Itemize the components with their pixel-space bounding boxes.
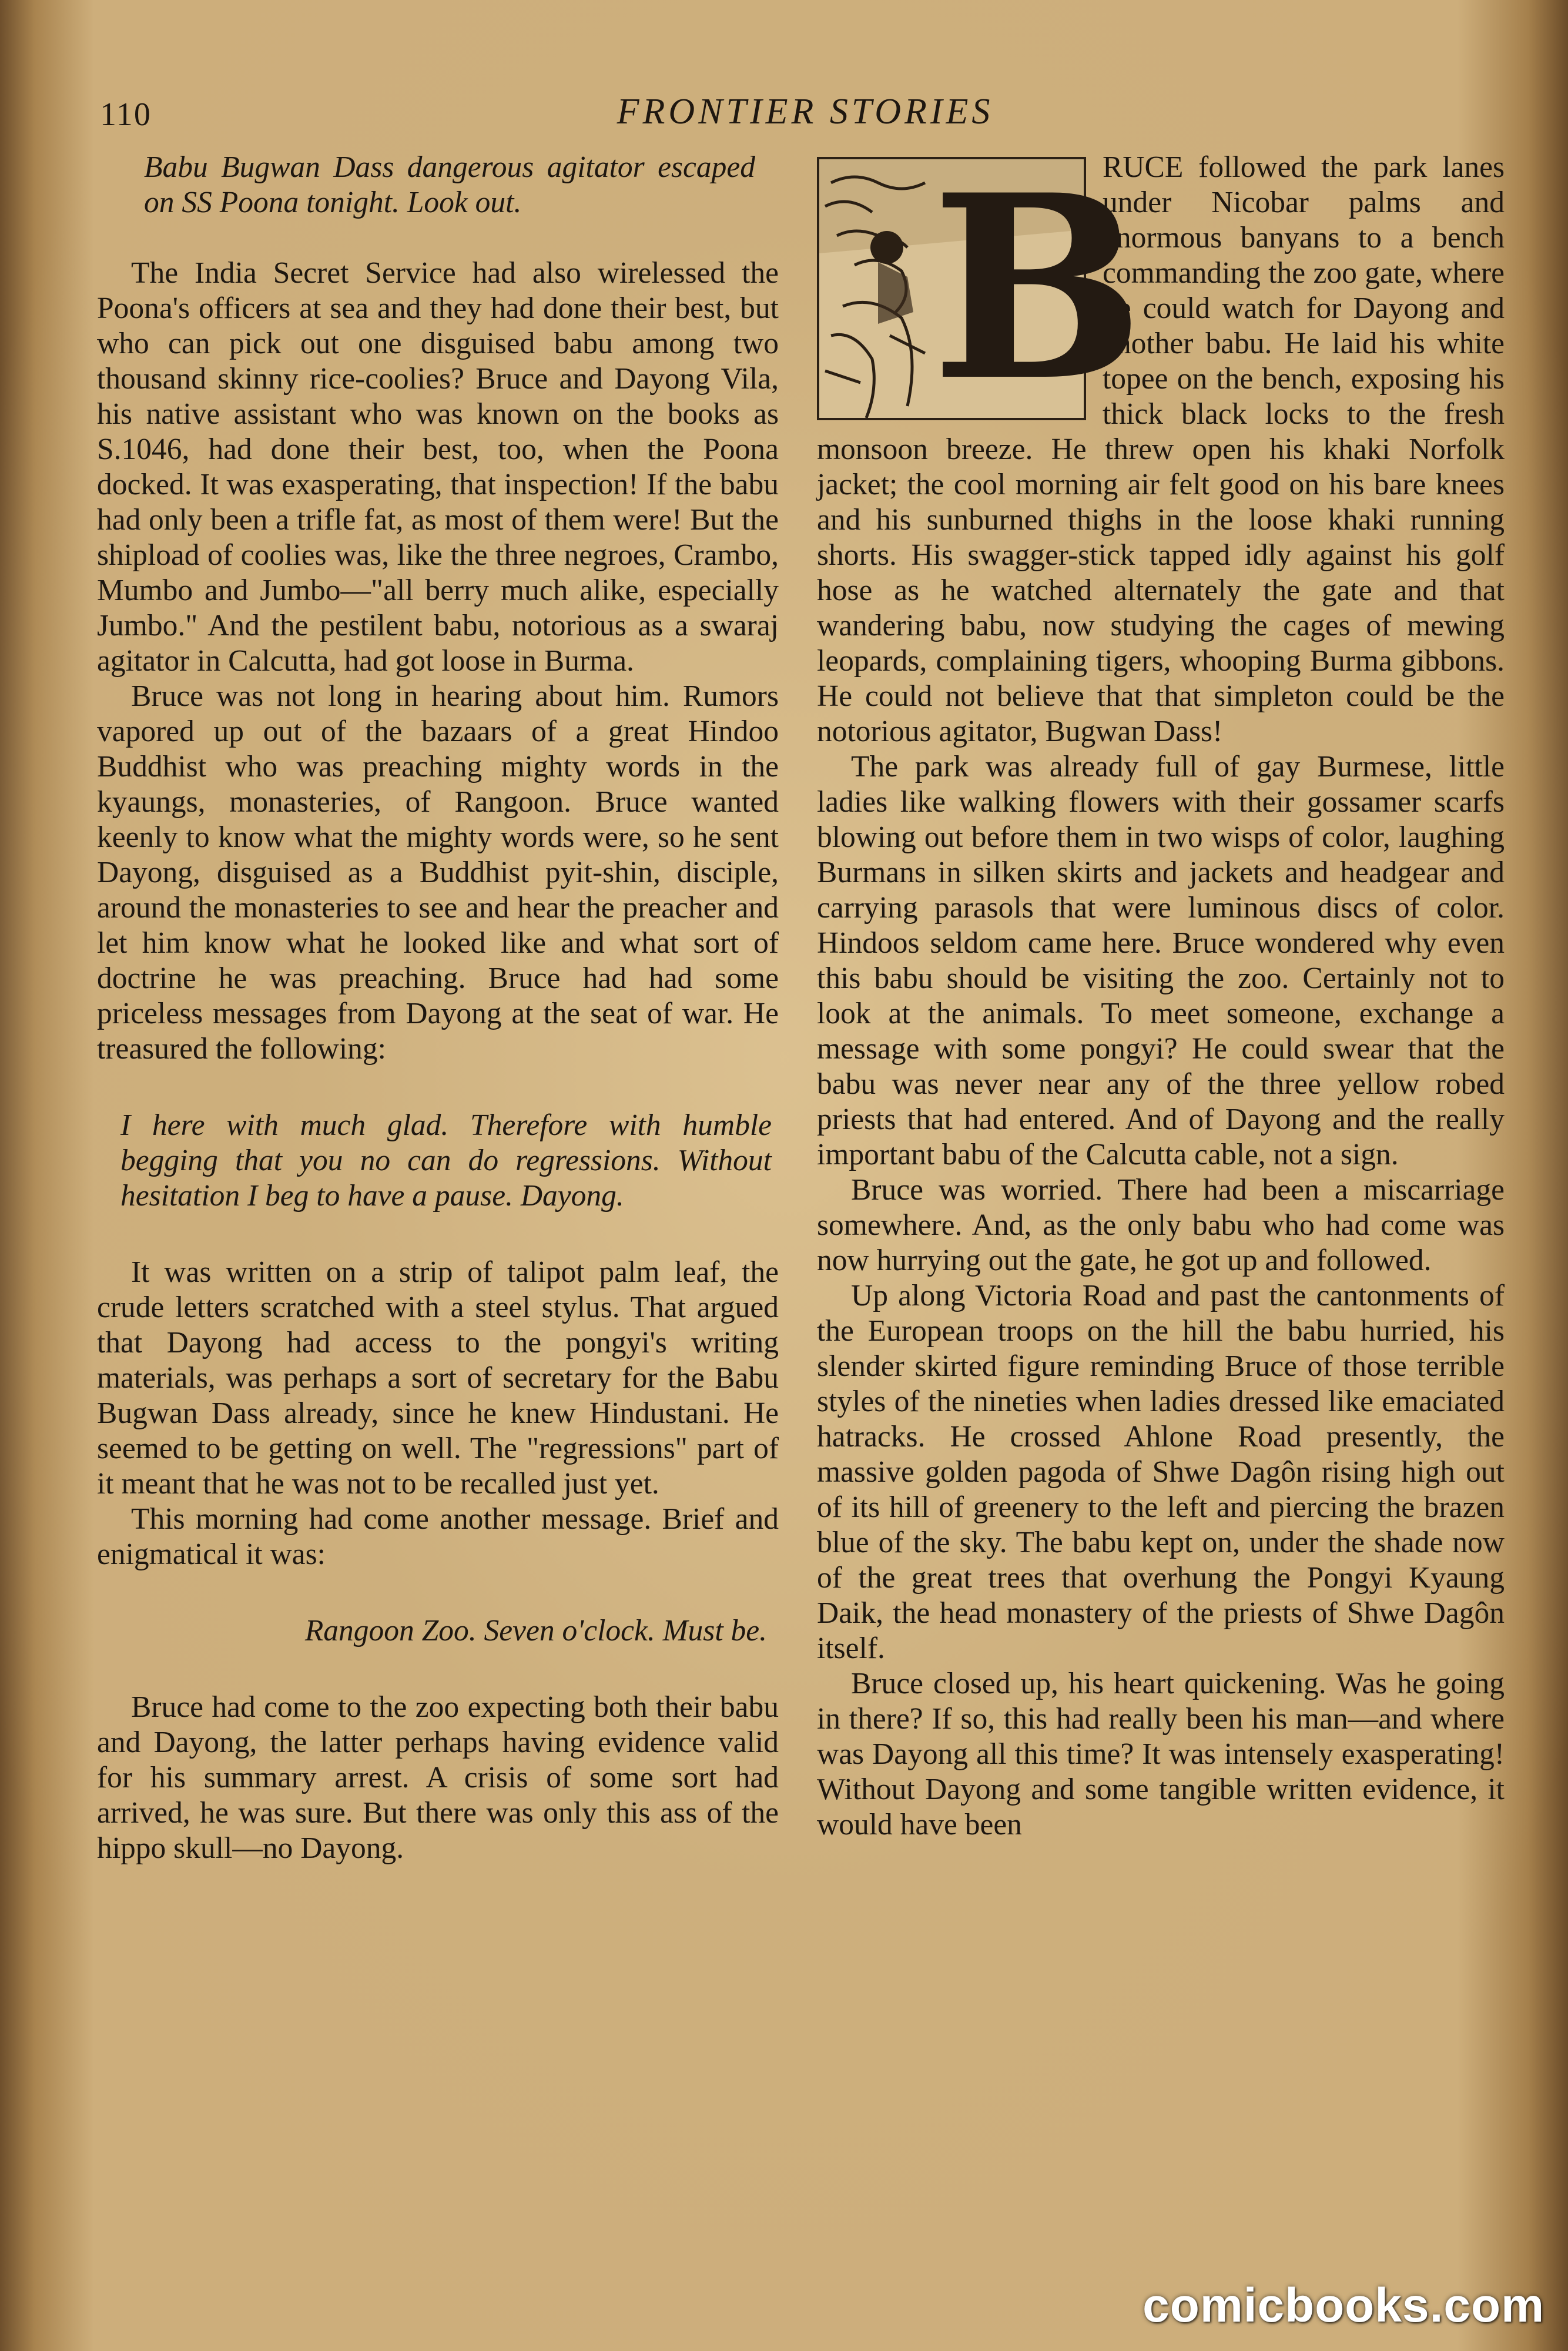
paragraph: Bruce had come to the zoo expecting both their babu and Dayong, the latter perhaps having evidence valid for his summary arrest. A crisis of some sort had arrived, he was sure. But there was only this ass of the hippo skull—no Dayong. bbox=[97, 1690, 779, 1865]
paragraph: Bruce closed up, his heart quickening. Was he going in there? If so, this had really been his man—and where was Dayong all this time? It was intensely exasperating! Without Dayong and some tangible written evidence, it would have been bbox=[817, 1667, 1505, 1841]
running-title: FRONTIER STORIES bbox=[617, 92, 994, 132]
paragraph: It was written on a strip of talipot palm leaf, the crude letters scratched with a steel stylus. That argued that Dayong had access to the pongyi's writing materials, was perhaps a sort of secretary for the Babu Bugwan Dass already, since he knew Hindustani. He seemed to be getting on well. The "regressions" part of it meant that he was not to be recalled just yet. bbox=[97, 1255, 779, 1501]
left-column bbox=[97, 150, 779, 1866]
cable-message: Babu Bugwan Dass dangerous agitator escaped on SS Poona tonight. Look out. bbox=[144, 150, 755, 219]
page-header bbox=[100, 91, 1510, 144]
dropcap-letter: B bbox=[931, 140, 1145, 437]
page-number: 110 bbox=[100, 96, 152, 133]
paragraph: Bruce was worried. There had been a miscarriage somewhere. And, as the only babu who had come was now hurrying out the gate, he got up and followed. bbox=[817, 1173, 1505, 1277]
paragraph: The India Secret Service had also wirelessed the Poona's officers at sea and they had done their best, but who can pick out one disguised babu among two thousand skinny rice-coolies? Bruce and Dayong Vila, his native assistant who was known on the books as S.1046, had done their best, too, when the Poona docked. It was exasperating, that inspection! If the babu had only been a trifle fat, as most of them were! But the shipload of coolies was, like the three negroes, Crambo, Mumbo and Jumbo—"all berry much alike, especially Jumbo." And the pestilent babu, notorious as a swaraj agitator in Calcutta, had got loose in Burma. bbox=[97, 256, 779, 678]
right-column bbox=[817, 140, 1505, 1843]
dayong-message: I here with much glad. Therefore with humble begging that you no can do regressions. Without hesitation I beg to have a pause. Dayong. bbox=[120, 1108, 772, 1213]
paragraph: Up along Victoria Road and past the cantonments of the European troops on the hill the babu hurried, his slender skirted figure reminding Bruce of those terrible styles of the nineties when ladies dressed like emaciated hatracks. He crossed Ahlone Road presently, the massive golden pagoda of Shwe Dagôn rising high out of its hill of greenery to the left and piercing the brazen blue of the sky. The babu kept on, under the shade now of the great trees that overhung the Pongyi Kyaung Daik, the head monastery of the priests of Shwe Dagôn itself. bbox=[817, 1279, 1505, 1665]
paragraph: RUCE followed the park lanes under Nicobar palms and enormous banyans to a bench commanding the zoo gate, where he could watch for Dayong and another babu. He laid his white topee on the bench, exposing his thick black locks to the fresh monsoon breeze. He threw open his khaki Norfolk jacket; the cool morning air felt good on his bare knees and his sunburned thighs in the loose khaki running shorts. His swagger-stick tapped idly against his golf hose as he watched alternately the gate and that wandering babu, now studying the cages of mewing leopards, complaining tigers, whooping Burma gibbons. He could not believe that that simpleton could be the notorious agitator, Bugwan Dass! bbox=[817, 150, 1505, 748]
dayong-message: Rangoon Zoo. Seven o'clock. Must be. bbox=[304, 1614, 767, 1647]
paragraph: Bruce was not long in hearing about him. Rumors vapored up out of the bazaars of a great Hindoo Buddhist who was preaching mighty words in the kyaungs, monasteries, of Rangoon. Bruce wanted keenly to know what the mighty words were, so he sent Dayong, disguised as a Buddhist pyit-shin, disciple, around the monasteries to see and hear the preacher and let him know what he looked like and what sort of doctrine he was preaching. Bruce had had some priceless messages from Dayong at the seat of war. He treasured the following: bbox=[97, 679, 779, 1066]
paragraph: This morning had come another message. Brief and enigmatical it was: bbox=[97, 1502, 779, 1571]
paragraph: The park was already full of gay Burmese, little ladies like walking flowers with their gossamer scarfs blowing out before them in two wisps of color, laughing Burmans in silken skirts and jackets and headgear and carrying parasols that were luminous discs of color. Hindoos seldom came here. Bruce wondered why even this babu should be visiting the zoo. Certainly not to look at the animals. To meet someone, exchange a message with some pongyi? He could swear that the babu was never near any of the three yellow robed priests that had entered. And of Dayong and the really important babu of the Calcutta cable, not a sign. bbox=[817, 750, 1505, 1171]
watermark: comicbooks.com bbox=[1143, 2279, 1544, 2332]
dropcap-illustration bbox=[817, 140, 1145, 437]
